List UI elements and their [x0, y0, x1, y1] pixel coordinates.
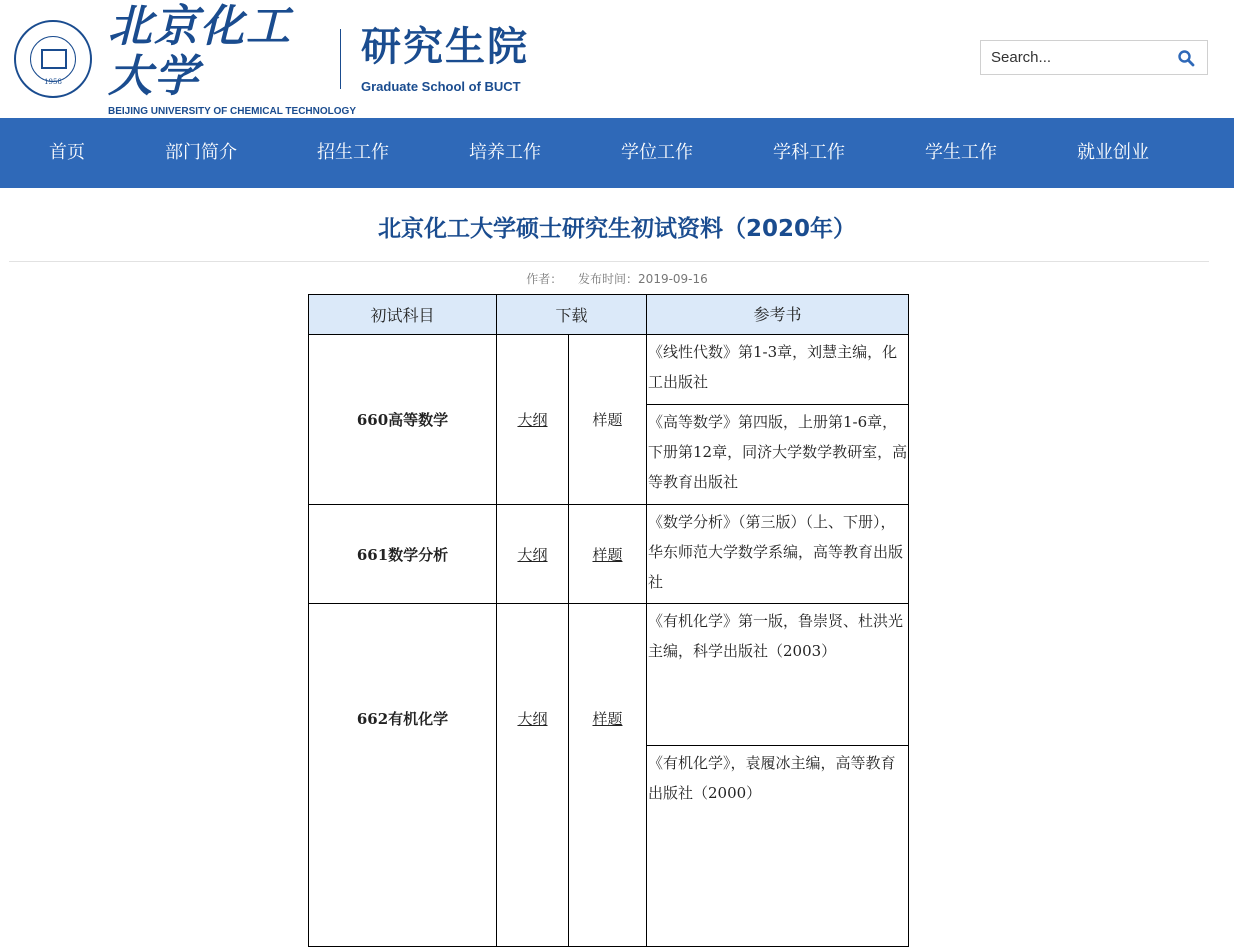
school-brand [361, 25, 529, 94]
book-cell [647, 746, 909, 947]
subject-cell: 661数学分析 [309, 505, 497, 604]
site-header [0, 0, 1234, 118]
title-divider [9, 261, 1209, 262]
university-name-en: BEIJING UNIVERSITY OF CHEMICAL TECHNOLOGY [108, 105, 356, 117]
sample-link[interactable]: 样题 [592, 545, 623, 564]
table-row [309, 505, 909, 604]
table-row [309, 604, 909, 746]
nav-item-about[interactable]: 部门简介 [165, 142, 237, 163]
article-title: 北京化工大学硕士研究生初试资料（2020年） [377, 216, 856, 242]
book-cell [647, 405, 909, 505]
book-text: 《数学分析》（第三版）（上、下册），华东师范大学数学系编，高等教育出版社 [648, 513, 904, 591]
university-seal-icon [14, 20, 92, 98]
book-cell [647, 335, 909, 405]
nav-item-career[interactable]: 就业创业 [1077, 142, 1149, 163]
search-box [980, 40, 1208, 75]
nav-item-discipline[interactable]: 学科工作 [773, 142, 845, 163]
sample-cell [569, 604, 647, 947]
main-nav [0, 118, 1234, 188]
school-name-en: Graduate School of BUCT [361, 78, 521, 94]
outline-cell [497, 604, 569, 947]
header-subject: 初试科目 [309, 295, 497, 335]
university-name-cn: 北京化工大学 [108, 0, 292, 102]
book-cell [647, 604, 909, 746]
subject-cell: 660高等数学 [309, 335, 497, 505]
outline-link[interactable]: 大纲 [517, 545, 548, 564]
nav-item-admission[interactable]: 招生工作 [317, 142, 389, 163]
school-name-cn: 研究生院 [361, 23, 529, 70]
outline-link[interactable]: 大纲 [517, 411, 548, 429]
nav-item-home[interactable]: 首页 [49, 142, 85, 163]
sample-link[interactable]: 样题 [592, 710, 623, 728]
header-download: 下载 [497, 295, 647, 335]
outline-cell [497, 335, 569, 505]
outline-cell [497, 505, 569, 604]
search-input[interactable] [981, 41, 1186, 74]
sample-cell: 样题 [569, 335, 647, 505]
book-cell [647, 505, 909, 604]
nav-item-degree[interactable]: 学位工作 [621, 142, 693, 163]
table-row [309, 335, 909, 405]
book-text: 《有机化学》，袁履冰主编，高等教育出版社（2000） [648, 754, 896, 803]
subject-cell: 662有机化学 [309, 604, 497, 947]
seal-year: 1958 [44, 78, 62, 86]
logo[interactable] [14, 0, 529, 117]
book-text: 《高等数学》第四版，上册第1-6章，下册第12章，同济大学数学教研室，高等教育出版社 [648, 413, 908, 492]
book-text: 《有机化学》第一版，鲁崇贤、杜洪光主编，科学出版社（2003） [648, 612, 904, 660]
exam-materials-table [308, 294, 909, 947]
article-meta [0, 270, 1234, 287]
search-icon[interactable] [1177, 49, 1195, 67]
university-brand [108, 0, 356, 117]
outline-link[interactable]: 大纲 [517, 710, 548, 728]
article-date: 发布时间：2019-09-16 [578, 272, 708, 286]
sample-cell [569, 505, 647, 604]
article-author: 作者： [526, 272, 563, 286]
table-header-row [309, 295, 909, 335]
book-text: 《线性代数》第1-3章，刘慧主编，化工出版社 [648, 343, 898, 391]
nav-item-training[interactable]: 培养工作 [469, 142, 541, 163]
header-books: 参考书 [647, 295, 909, 335]
logo-divider [340, 29, 341, 89]
nav-item-students[interactable]: 学生工作 [925, 142, 997, 163]
